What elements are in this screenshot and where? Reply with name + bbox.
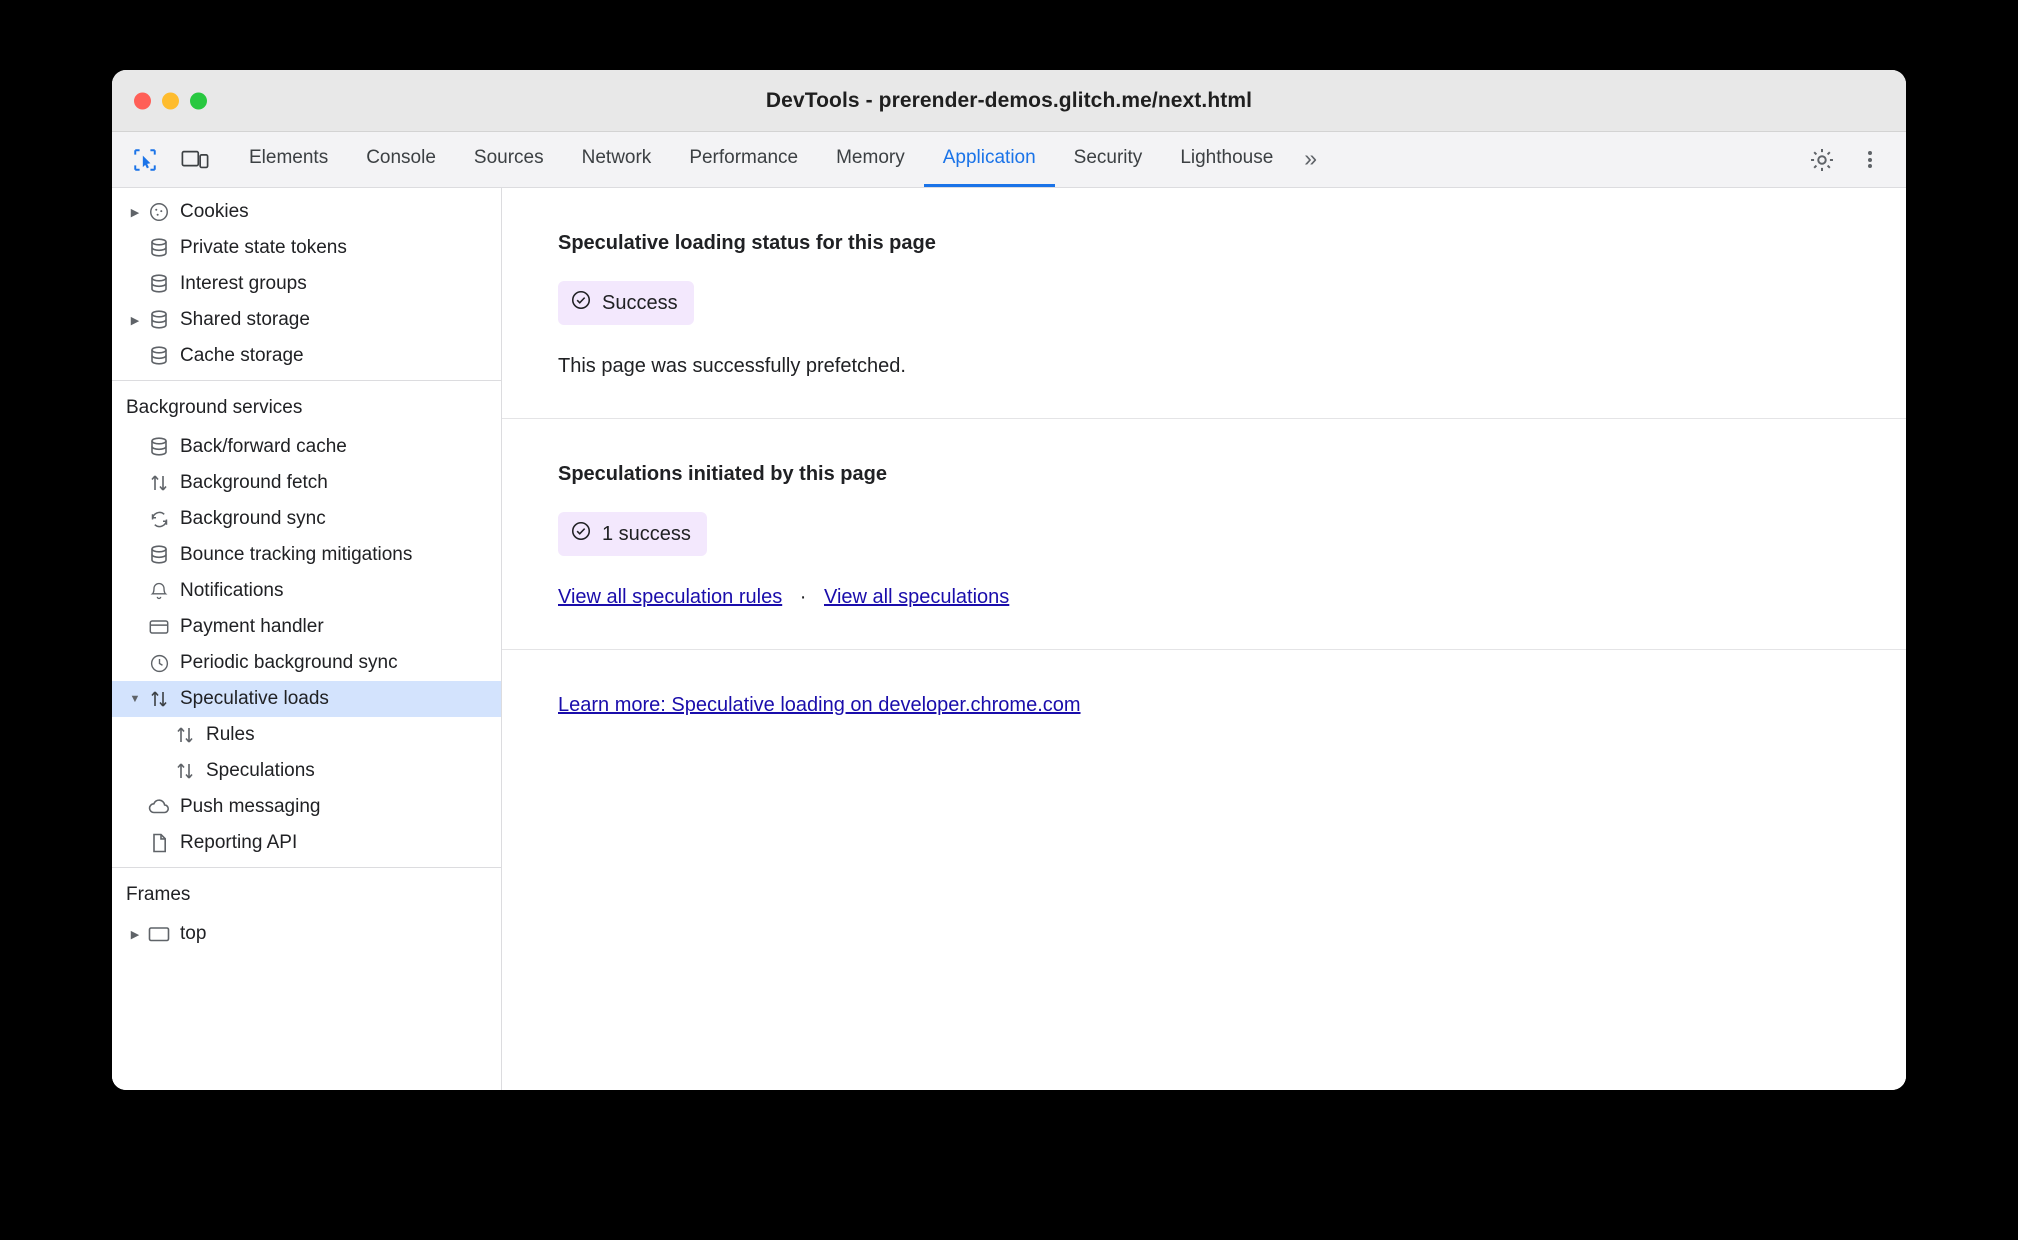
status-badge xyxy=(558,281,694,325)
tab-sources[interactable]: Sources xyxy=(473,147,544,168)
tab-elements[interactable]: Elements xyxy=(249,147,329,168)
speculative-loads-panel xyxy=(502,188,1906,1090)
sidebar-item-label: Reporting API xyxy=(180,832,298,853)
sidebar-item-private-state-tokens[interactable] xyxy=(112,230,501,266)
window-title: DevTools - prerender-demos.glitch.me/next.html xyxy=(765,88,1253,112)
status-badge-label: Success xyxy=(602,292,678,314)
status-description: This page was successfully prefetched. xyxy=(558,355,906,377)
toolbar-right-controls xyxy=(1800,132,1906,187)
sidebar-item-label: Speculations xyxy=(206,760,315,781)
sidebar-item-label: Private state tokens xyxy=(180,237,347,258)
sync-icon xyxy=(144,509,174,530)
sidebar-section-background-services: Background services xyxy=(126,397,303,418)
sidebar-item-top-frame[interactable] xyxy=(112,916,501,952)
sidebar-item-cookies[interactable] xyxy=(112,194,501,230)
tab-application[interactable]: Application xyxy=(924,132,1055,187)
devtools-body xyxy=(112,188,1906,1090)
gear-icon[interactable] xyxy=(1800,138,1844,182)
devtools-toolbar xyxy=(112,132,1906,188)
database-icon xyxy=(144,273,174,295)
check-circle-icon xyxy=(570,520,592,548)
panel-tabs xyxy=(230,132,1800,187)
sidebar-item-label: Background sync xyxy=(180,508,326,529)
sidebar-item-background-sync[interactable] xyxy=(112,501,501,537)
tab-memory[interactable]: Memory xyxy=(836,147,905,168)
sidebar-item-label: Shared storage xyxy=(180,309,310,330)
tab-network[interactable]: Network xyxy=(581,147,652,168)
sidebar-item-label: Push messaging xyxy=(180,796,321,817)
database-icon xyxy=(144,436,174,458)
chevron-right-icon[interactable]: ▶ xyxy=(130,314,140,327)
cookie-icon xyxy=(144,201,174,223)
database-icon xyxy=(144,309,174,331)
speculations-count-badge xyxy=(558,512,707,556)
sidebar-item-rules[interactable] xyxy=(112,717,501,753)
database-icon xyxy=(144,237,174,259)
inspect-element-icon[interactable] xyxy=(120,132,170,187)
sidebar-item-label: Speculative loads xyxy=(180,688,329,709)
minimize-window-button[interactable] xyxy=(162,92,179,109)
title-bar xyxy=(112,70,1906,132)
application-sidebar[interactable] xyxy=(112,188,502,1090)
frame-icon xyxy=(144,924,174,944)
bell-icon xyxy=(144,580,174,602)
learn-more-section xyxy=(502,650,1906,757)
kebab-menu-icon[interactable] xyxy=(1848,138,1892,182)
arrows-updown-icon xyxy=(170,760,200,782)
status-section xyxy=(502,188,1906,419)
sidebar-item-push-messaging[interactable] xyxy=(112,789,501,825)
speculations-section-title: Speculations initiated by this page xyxy=(558,463,887,485)
sidebar-item-periodic-background-sync[interactable] xyxy=(112,645,501,681)
sidebar-item-interest-groups[interactable] xyxy=(112,266,501,302)
sidebar-item-payment-handler[interactable] xyxy=(112,609,501,645)
sidebar-item-shared-storage[interactable] xyxy=(112,302,501,338)
sidebar-item-label: Interest groups xyxy=(180,273,307,294)
close-window-button[interactable] xyxy=(134,92,151,109)
window-controls[interactable] xyxy=(134,92,207,109)
tab-console[interactable]: Console xyxy=(366,147,436,168)
maximize-window-button[interactable] xyxy=(190,92,207,109)
chevron-right-icon[interactable]: ▶ xyxy=(130,928,140,941)
arrows-updown-icon xyxy=(144,472,174,494)
sidebar-item-bounce-tracking-mitigations[interactable] xyxy=(112,537,501,573)
view-all-speculations-link[interactable]: View all speculations xyxy=(824,586,1010,608)
chevron-right-icon[interactable]: ▶ xyxy=(130,206,140,219)
speculations-section xyxy=(502,419,1906,650)
chevron-down-icon[interactable]: ▼ xyxy=(129,693,141,705)
sidebar-item-notifications[interactable] xyxy=(112,573,501,609)
more-tabs-icon[interactable]: » xyxy=(1304,144,1318,171)
document-icon xyxy=(144,832,174,854)
sidebar-item-label: Background fetch xyxy=(180,472,328,493)
sidebar-item-label: top xyxy=(180,923,207,944)
arrows-updown-icon xyxy=(144,688,174,710)
sidebar-item-label: Payment handler xyxy=(180,616,324,637)
sidebar-item-label: Notifications xyxy=(180,580,284,601)
tab-security[interactable]: Security xyxy=(1073,147,1143,168)
database-icon xyxy=(144,544,174,566)
database-icon xyxy=(144,345,174,367)
sidebar-item-label: Back/forward cache xyxy=(180,436,347,457)
sidebar-item-label: Periodic background sync xyxy=(180,652,398,673)
device-toolbar-icon[interactable] xyxy=(170,132,220,187)
sidebar-item-back-forward-cache[interactable] xyxy=(112,429,501,465)
status-section-title: Speculative loading status for this page xyxy=(558,232,936,254)
sidebar-item-label: Rules xyxy=(206,724,255,745)
sidebar-item-cache-storage[interactable] xyxy=(112,338,501,374)
check-circle-icon xyxy=(570,289,592,317)
sidebar-item-speculative-loads[interactable] xyxy=(112,681,501,717)
tab-performance[interactable]: Performance xyxy=(689,147,799,168)
sidebar-item-speculations[interactable] xyxy=(112,753,501,789)
speculations-links xyxy=(558,586,1850,609)
arrows-updown-icon xyxy=(170,724,200,746)
cloud-icon xyxy=(144,797,174,817)
learn-more-link[interactable]: Learn more: Speculative loading on developer.chrome.com xyxy=(558,694,1081,716)
sidebar-item-background-fetch[interactable] xyxy=(112,465,501,501)
sidebar-section-frames: Frames xyxy=(126,884,191,905)
devtools-window xyxy=(112,70,1906,1090)
link-separator: · xyxy=(799,586,807,608)
credit-card-icon xyxy=(144,617,174,637)
sidebar-item-label: Bounce tracking mitigations xyxy=(180,544,413,565)
sidebar-item-label: Cookies xyxy=(180,201,249,222)
tab-lighthouse[interactable]: Lighthouse xyxy=(1180,147,1274,168)
clock-icon xyxy=(144,653,174,674)
sidebar-item-label: Cache storage xyxy=(180,345,304,366)
view-all-speculation-rules-link[interactable]: View all speculation rules xyxy=(558,586,783,608)
speculations-count-label: 1 success xyxy=(602,523,691,545)
sidebar-item-reporting-api[interactable] xyxy=(112,825,501,861)
